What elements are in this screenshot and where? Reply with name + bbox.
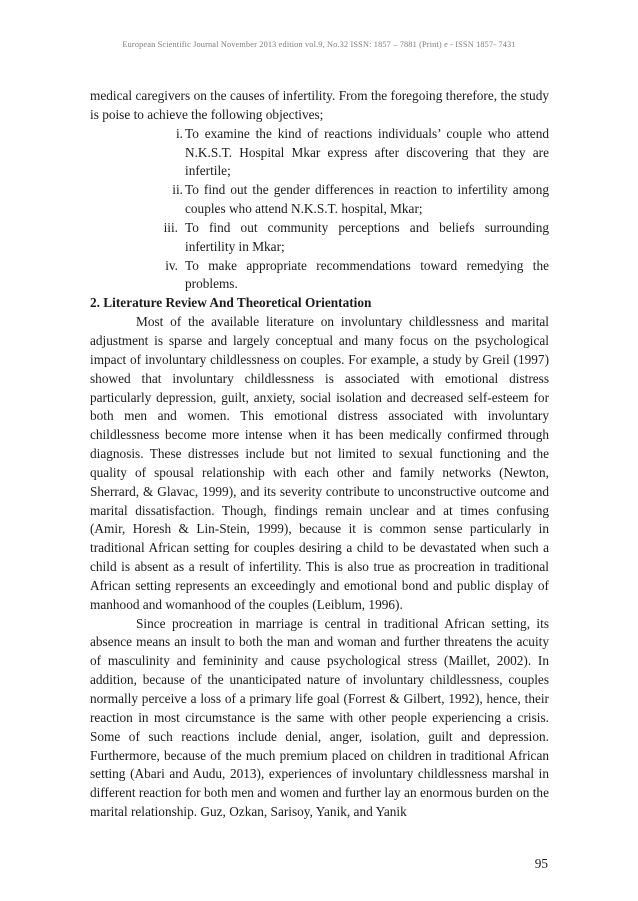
objectives-list xyxy=(90,125,549,295)
page-number: 95 xyxy=(534,856,548,871)
objective-item xyxy=(159,181,549,219)
body-text xyxy=(90,87,549,822)
running-header: European Scientific Journal November 2013 edition vol.9, No.32 ISSN: 1857 – 7881 (Print) e - ISSN 1857- 7431 xyxy=(122,40,516,49)
objective-number: i. xyxy=(175,125,183,141)
objective-text: To find out community perceptions and beliefs surrounding infertility in Mkar; xyxy=(185,219,549,254)
objective-number: iv. xyxy=(165,257,178,273)
section-paragraph: Most of the available literature on involuntary childlessness and marital adjustment is sparse and largely conceptual and many focus on the psychological impact of involuntary childlessness on couples. For example, a study by Greil (1997) showed that involuntary childlessness is associated with emotional distress particularly depression, guilt, anxiety, social isolation and decreased self-esteem for both men and women. This emotional distress associated with involuntary childlessness become more intense when it has been medically confirmed through diagnosis. These distresses include but not limited to sexual functioning and the quality of spousal relationship with each other and family networks (Newton, Sherrard, & Glavac, 1999), and its severity contribute to unconstructive outcome and marital dissatisfaction. Though, findings remain unclear and at times confusing (Amir, Horesh & Lin-Stein, 1999), because it is common sense particularly in traditional African setting for couples desiring a child to be devastated when such a child is absent as a result of infertility. This is also true as procreation in traditional African setting represents an exceedingly and emotional bond and public display of manhood and womanhood of the couples (Leiblum, 1996). xyxy=(90,314,549,612)
objective-number: iii. xyxy=(163,219,178,235)
objective-item xyxy=(159,125,549,182)
section-paragraph: Since procreation in marriage is central in traditional African setting, its absence means an insult to both the man and woman and further threatens the acuity of masculinity and femininity and cause psychological stress (Maillet, 2002). In addition, because of the unanticipated nature of involuntary childlessness, couples normally perceive a loss of a primary life goal (Forrest & Gilbert, 1992), hence, their reaction in most circumstance is the same with other people experiencing a crisis. Some of such reactions include denial, anger, isolation, guilt and depression. Furthermore, because of the much premium placed on children in traditional African setting (Abari and Audu, 2013), experiences of involuntary childlessness marshal in different reaction for both men and women and further lay an enormous burden on the marital relationship. Guz, Ozkan, Sarisoy, Yanik, and Yanik xyxy=(90,615,549,820)
objective-item xyxy=(159,219,549,257)
objective-text: To find out the gender differences in reaction to infertility among couples who attend N.K.S.T. hospital, Mkar; xyxy=(185,182,549,217)
objective-text: To make appropriate recommendations toward remedying the problems. xyxy=(185,257,549,292)
section-heading: 2. Literature Review And Theoretical Orientation xyxy=(90,295,372,311)
objective-text: To examine the kind of reactions individuals’ couple who attend N.K.S.T. Hospital Mkar express after discovering that they are infertile; xyxy=(185,125,549,179)
intro-paragraph: medical caregivers on the causes of infertility. From the foregoing therefore, the study is poise to achieve the following objectives; xyxy=(90,88,549,122)
objective-item xyxy=(159,257,549,295)
objective-number: ii. xyxy=(172,182,183,198)
